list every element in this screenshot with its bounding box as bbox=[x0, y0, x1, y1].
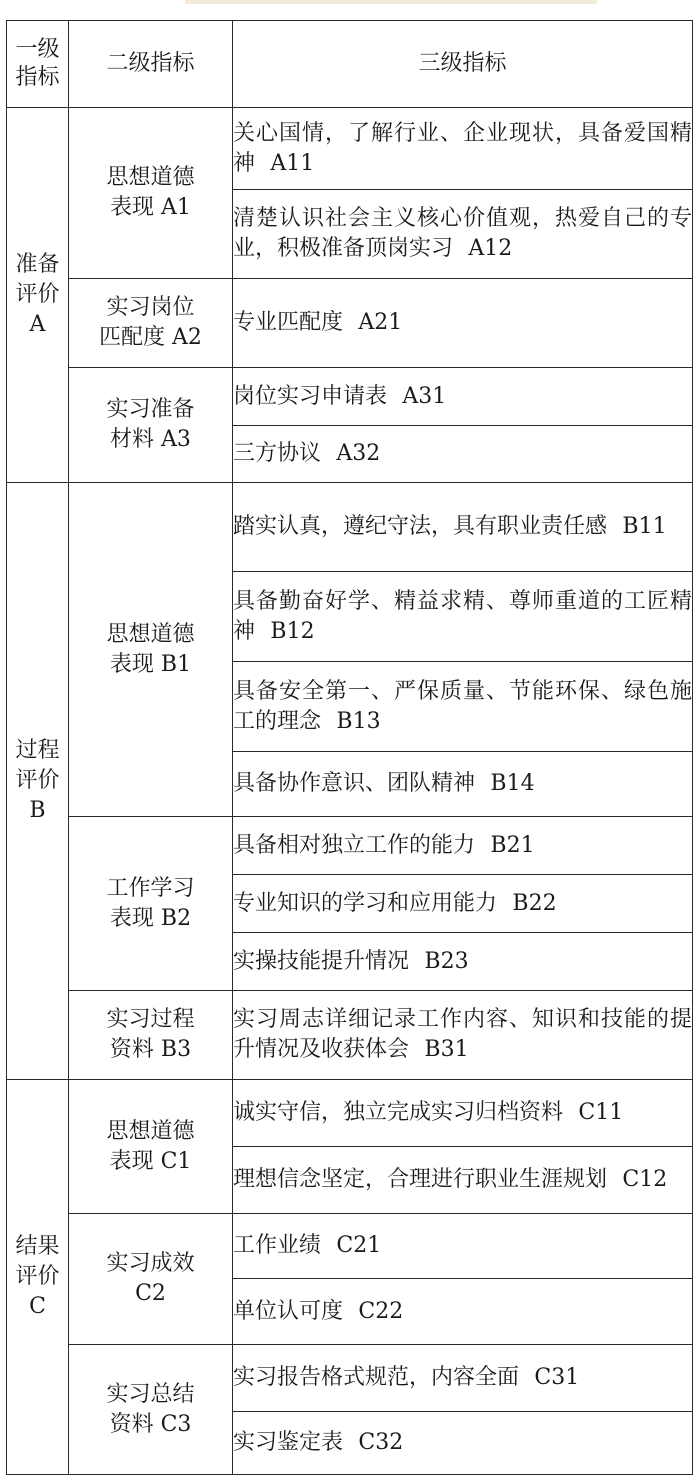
table-row bbox=[7, 1080, 693, 1147]
level2-cell bbox=[69, 1214, 233, 1345]
level2-cell bbox=[69, 1080, 233, 1214]
level2-line: 实习准备 bbox=[106, 397, 195, 422]
level3-cell bbox=[233, 190, 693, 279]
level3-text: 专业知识的学习和应用能力 bbox=[233, 890, 498, 916]
level1-cell bbox=[7, 1080, 69, 1475]
level3-code: B13 bbox=[336, 708, 381, 734]
level3-text: 理想信念坚定，合理进行职业生涯规划 bbox=[233, 1167, 608, 1192]
table-row bbox=[7, 1345, 693, 1412]
level2-line: 实习成效 bbox=[106, 1251, 195, 1276]
level3-cell bbox=[233, 1279, 693, 1345]
level3-cell bbox=[233, 875, 693, 933]
level3-cell bbox=[233, 752, 693, 817]
level3-code: B14 bbox=[490, 771, 535, 796]
table-row bbox=[7, 108, 693, 190]
level3-cell bbox=[233, 108, 693, 190]
level1-line: B bbox=[29, 798, 46, 823]
level3-code: C21 bbox=[336, 1233, 382, 1258]
level3-code: A12 bbox=[468, 236, 513, 261]
level2-line: 思想道德 bbox=[106, 165, 195, 190]
level3-code: B23 bbox=[424, 948, 469, 974]
level2-line: 表现 A1 bbox=[110, 195, 191, 220]
level3-text: 实习周志详细记录工作内容、知识和技能的提升情况及收获体会 bbox=[233, 1007, 692, 1062]
level3-cell bbox=[233, 1412, 693, 1475]
header-level1-line: 指标 bbox=[15, 65, 60, 90]
level2-cell bbox=[69, 368, 233, 483]
level3-text: 岗位实习申请表 bbox=[233, 383, 388, 409]
level3-text: 踏实认真，遵纪守法，具有职业责任感 bbox=[233, 514, 608, 539]
table-row bbox=[7, 1214, 693, 1279]
level2-line: 工作学习 bbox=[106, 875, 195, 901]
level3-cell bbox=[233, 1080, 693, 1147]
level3-cell bbox=[233, 991, 693, 1080]
level2-line: 表现 B2 bbox=[109, 905, 192, 931]
level3-code: C22 bbox=[358, 1298, 404, 1324]
table-body bbox=[7, 21, 693, 1475]
level3-text: 具备勤奋好学、精益求精、尊师重道的工匠精神 bbox=[233, 588, 692, 644]
level3-code: A32 bbox=[336, 441, 381, 466]
level3-cell bbox=[233, 1214, 693, 1279]
header-level1-line: 一级 bbox=[15, 37, 60, 62]
level3-text: 实操技能提升情况 bbox=[233, 948, 410, 974]
level3-code: A11 bbox=[270, 150, 315, 176]
level2-cell bbox=[69, 817, 233, 991]
level2-line: 实习岗位 bbox=[106, 295, 195, 320]
level1-line: C bbox=[29, 1294, 46, 1319]
level2-line: 材料 A3 bbox=[110, 427, 191, 452]
level3-code: B31 bbox=[424, 1037, 469, 1062]
level2-line: C2 bbox=[135, 1281, 166, 1306]
level3-text: 实习鉴定表 bbox=[233, 1430, 344, 1455]
level2-line: 实习过程 bbox=[106, 1007, 195, 1032]
table-row bbox=[7, 991, 693, 1080]
level3-code: B12 bbox=[270, 618, 315, 644]
level1-line: 评价 bbox=[15, 282, 60, 307]
level3-code: B11 bbox=[622, 514, 667, 539]
level1-cell bbox=[7, 483, 69, 1080]
level1-line: 过程 bbox=[15, 738, 60, 763]
level3-cell bbox=[233, 933, 693, 991]
level3-cell bbox=[233, 662, 693, 752]
level1-line: 评价 bbox=[15, 768, 60, 793]
level2-line: 思想道德 bbox=[106, 1118, 195, 1144]
level1-line: A bbox=[29, 312, 46, 337]
level2-line: 表现 C1 bbox=[109, 1148, 192, 1174]
level2-cell bbox=[69, 1345, 233, 1475]
level3-text: 清楚认识社会主义核心价值观，热爱自己的专业，积极准备顶岗实习 bbox=[233, 206, 692, 261]
level2-line: 思想道德 bbox=[106, 621, 195, 647]
level2-cell bbox=[69, 991, 233, 1080]
level2-cell bbox=[69, 483, 233, 817]
level3-code: A21 bbox=[358, 310, 403, 335]
header-level3: 三级指标 bbox=[233, 21, 693, 108]
level3-text: 诚实守信，独立完成实习归档资料 bbox=[233, 1100, 564, 1125]
header-level2: 二级指标 bbox=[69, 21, 233, 108]
level2-line: 资料 C3 bbox=[109, 1411, 192, 1437]
level1-line: 准备 bbox=[15, 252, 60, 277]
table-row bbox=[7, 279, 693, 368]
level3-cell bbox=[233, 1345, 693, 1412]
level2-line: 资料 B3 bbox=[109, 1037, 192, 1062]
level3-text: 工作业绩 bbox=[233, 1233, 322, 1258]
level3-code: B22 bbox=[512, 890, 557, 916]
level3-code: A31 bbox=[402, 383, 447, 409]
level1-cell bbox=[7, 108, 69, 483]
header-level1 bbox=[7, 21, 69, 108]
table-row bbox=[7, 368, 693, 426]
level3-code: C32 bbox=[358, 1430, 404, 1455]
table-row bbox=[7, 483, 693, 572]
level3-cell bbox=[233, 426, 693, 483]
table-row bbox=[7, 817, 693, 875]
level3-cell bbox=[233, 817, 693, 875]
level3-text: 实习报告格式规范，内容全面 bbox=[233, 1365, 520, 1390]
level3-text: 具备协作意识、团队精神 bbox=[233, 771, 476, 796]
level2-line: 匹配度 A2 bbox=[99, 325, 202, 350]
level3-cell bbox=[233, 1147, 693, 1214]
level3-cell bbox=[233, 368, 693, 426]
level3-text: 三方协议 bbox=[233, 441, 322, 466]
level3-cell bbox=[233, 279, 693, 368]
evaluation-index-table bbox=[6, 20, 693, 1475]
level2-line: 表现 B1 bbox=[109, 651, 192, 677]
header-row bbox=[7, 21, 693, 108]
level3-text: 专业匹配度 bbox=[233, 310, 344, 335]
top-decoration-strip bbox=[185, 0, 597, 4]
level3-code: B21 bbox=[490, 832, 535, 858]
level3-text: 具备相对独立工作的能力 bbox=[233, 832, 476, 858]
level3-cell bbox=[233, 572, 693, 662]
level3-text: 关心国情，了解行业、企业现状，具备爱国精神 bbox=[233, 120, 692, 176]
level2-cell bbox=[69, 279, 233, 368]
level3-code: C12 bbox=[622, 1167, 668, 1192]
level3-cell bbox=[233, 483, 693, 572]
level2-cell bbox=[69, 108, 233, 279]
level1-line: 评价 bbox=[15, 1264, 60, 1289]
level2-line: 实习总结 bbox=[106, 1381, 195, 1407]
level3-text: 具备安全第一、严保质量、节能环保、绿色施工的理念 bbox=[233, 678, 692, 734]
level3-code: C31 bbox=[534, 1365, 580, 1390]
level3-text: 单位认可度 bbox=[233, 1298, 344, 1324]
level3-code: C11 bbox=[578, 1100, 624, 1125]
level1-line: 结果 bbox=[15, 1234, 60, 1259]
